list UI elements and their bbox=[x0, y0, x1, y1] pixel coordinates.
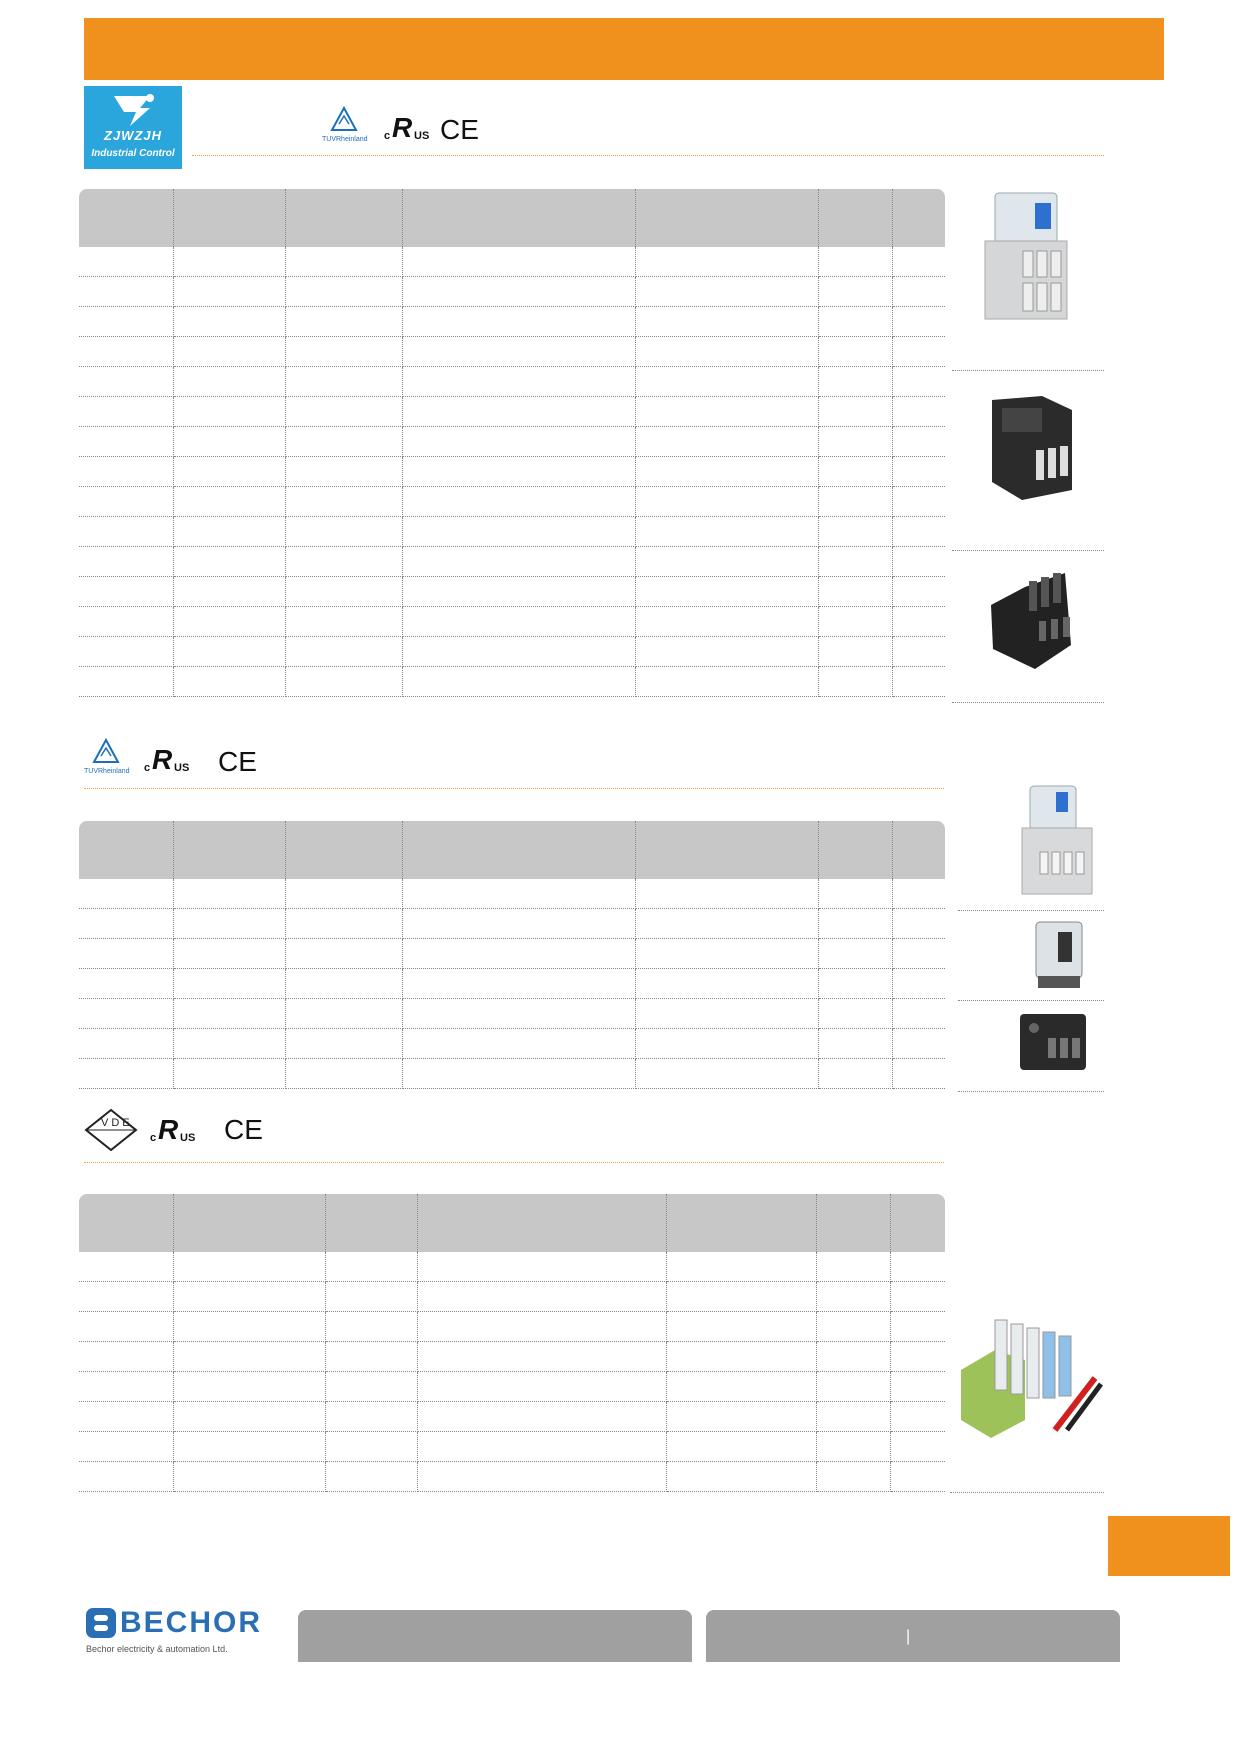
image-separator bbox=[958, 1000, 1104, 1001]
table-row bbox=[79, 277, 945, 307]
table-row bbox=[79, 969, 945, 999]
image-separator bbox=[950, 1492, 1104, 1493]
ul-us-label: US bbox=[414, 130, 430, 142]
table-row bbox=[79, 999, 945, 1029]
certification-marks-1 bbox=[322, 106, 502, 150]
relay-with-socket-image-2 bbox=[1010, 780, 1100, 900]
section-divider-1 bbox=[192, 155, 1104, 156]
page-side-tab bbox=[1108, 1516, 1230, 1576]
table-row bbox=[79, 1432, 945, 1462]
image-separator bbox=[952, 370, 1104, 371]
table-row bbox=[79, 879, 945, 909]
spec-table-1 bbox=[79, 189, 945, 697]
footer-divider: | bbox=[906, 1628, 911, 1645]
table-header-row bbox=[79, 821, 945, 879]
logo-text: ZJWZJH bbox=[104, 128, 162, 143]
logo-caption: Industrial Control bbox=[91, 148, 175, 159]
table-row bbox=[79, 1029, 945, 1059]
tuv-triangle-icon bbox=[330, 106, 358, 132]
table-row bbox=[79, 577, 945, 607]
table-row bbox=[79, 607, 945, 637]
ce-mark: CE bbox=[218, 746, 257, 777]
vde-icon bbox=[84, 1108, 138, 1152]
header-bar bbox=[84, 18, 1164, 80]
footer-logo bbox=[86, 1606, 266, 1658]
ul-mark-label: R bbox=[152, 744, 173, 775]
table-row bbox=[79, 427, 945, 457]
image-separator bbox=[958, 1091, 1104, 1092]
vde-label: VDE bbox=[101, 1117, 133, 1129]
table-row bbox=[79, 337, 945, 367]
ul-mark-label: R bbox=[158, 1114, 179, 1145]
table-row bbox=[79, 1252, 945, 1282]
table-row bbox=[79, 517, 945, 547]
table-row bbox=[79, 667, 945, 697]
image-separator bbox=[952, 550, 1104, 551]
black-socket-image bbox=[982, 390, 1082, 510]
table-row bbox=[79, 397, 945, 427]
black-socket-image-2 bbox=[985, 565, 1085, 675]
spec-table-3 bbox=[79, 1194, 945, 1492]
relay-image bbox=[1028, 918, 1090, 990]
table-row bbox=[79, 1312, 945, 1342]
ce-mark: CE bbox=[440, 114, 479, 145]
table-row bbox=[79, 487, 945, 517]
table-row bbox=[79, 909, 945, 939]
table-row bbox=[79, 1059, 945, 1089]
section-divider-2 bbox=[84, 788, 944, 789]
ul-c-label: c bbox=[384, 130, 391, 142]
table-row bbox=[79, 457, 945, 487]
certification-marks-2 bbox=[84, 738, 264, 782]
table-row bbox=[79, 1282, 945, 1312]
image-separator bbox=[958, 910, 1104, 911]
ul-us-label: US bbox=[180, 1132, 196, 1144]
ul-mark-label: R bbox=[392, 112, 413, 143]
spec-table-2 bbox=[79, 821, 945, 1089]
interface-relay-module-image bbox=[955, 1310, 1105, 1440]
table-row bbox=[79, 637, 945, 667]
company-logo bbox=[84, 86, 182, 169]
ce-mark: CE bbox=[224, 1114, 263, 1145]
footer-tagline: Bechor electricity & automation Ltd. bbox=[86, 1644, 228, 1654]
table-row bbox=[79, 307, 945, 337]
bechor-logo-icon bbox=[86, 1608, 116, 1638]
ul-c-label: c bbox=[144, 762, 151, 774]
table-row bbox=[79, 1372, 945, 1402]
table-header-row bbox=[79, 1194, 945, 1252]
tuv-label: TUVRheinland bbox=[84, 768, 130, 775]
footer-info-box-left bbox=[298, 1610, 692, 1662]
certification-marks-3 bbox=[84, 1108, 284, 1152]
table-row bbox=[79, 1462, 945, 1492]
ul-c-label: c bbox=[150, 1132, 157, 1144]
table-row bbox=[79, 247, 945, 277]
footer-brand-name: BECHOR bbox=[120, 1606, 263, 1639]
table-row bbox=[79, 1402, 945, 1432]
image-separator bbox=[952, 702, 1104, 703]
table-row bbox=[79, 939, 945, 969]
table-row bbox=[79, 1342, 945, 1372]
table-header-row bbox=[79, 189, 945, 247]
table-row bbox=[79, 547, 945, 577]
ul-us-label: US bbox=[174, 762, 190, 774]
tuv-triangle-icon bbox=[92, 738, 120, 764]
footer-info-box-right bbox=[706, 1610, 1120, 1662]
section-divider-3 bbox=[84, 1162, 944, 1163]
tuv-label: TUVRheinland bbox=[322, 136, 368, 143]
relay-with-socket-image bbox=[975, 185, 1085, 325]
logo-emblem-icon bbox=[110, 92, 156, 128]
table-row bbox=[79, 367, 945, 397]
black-socket-image-3 bbox=[1014, 1008, 1094, 1078]
